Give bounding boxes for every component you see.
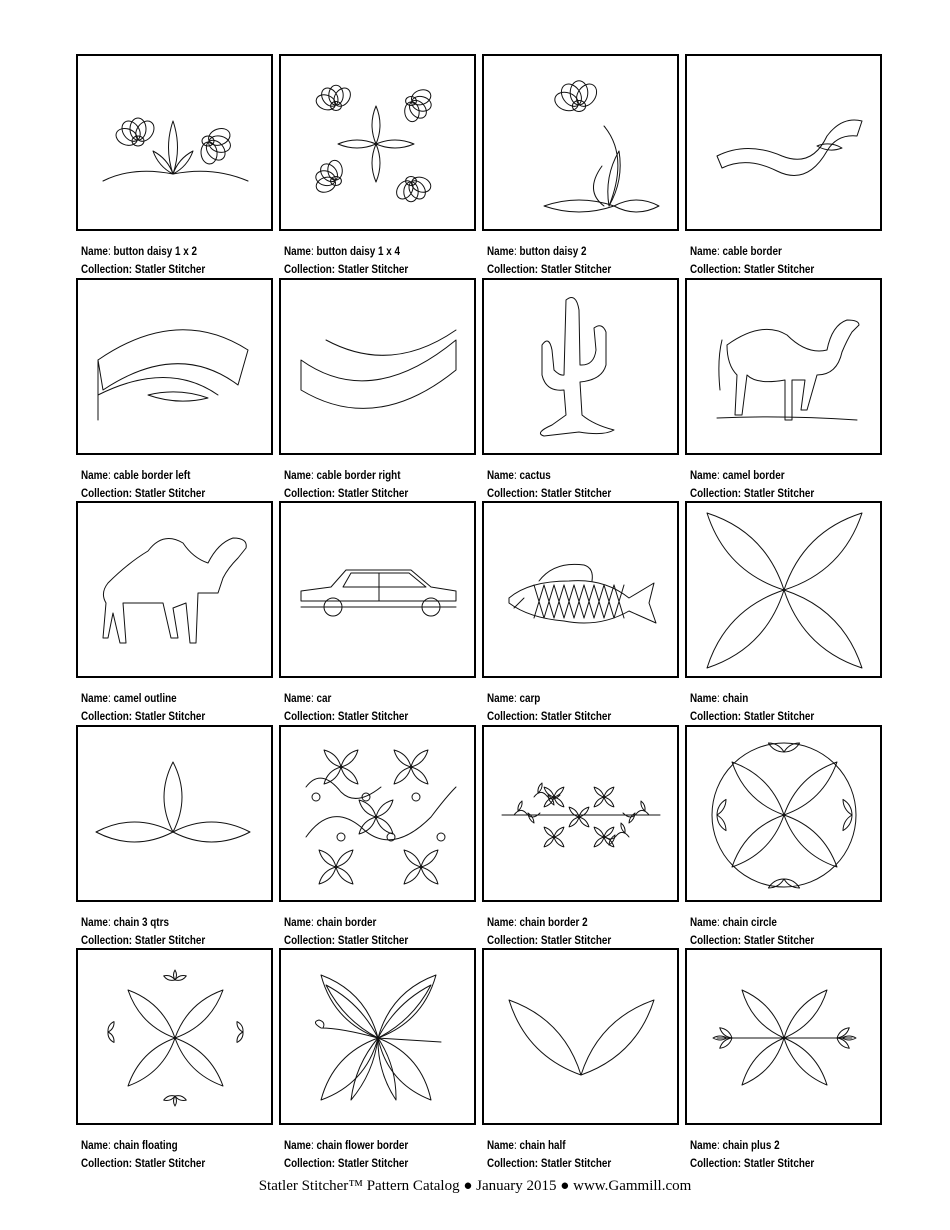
pattern-thumbnail xyxy=(76,948,273,1125)
pattern-name-line: Name: cable border xyxy=(690,246,782,258)
pattern-collection: Statler Stitcher xyxy=(337,1157,409,1170)
name-label: Name xyxy=(487,917,514,929)
pattern-name-line: Name: cactus xyxy=(487,470,551,482)
pattern-name-line: Name: chain 3 qtrs xyxy=(81,917,169,929)
pattern-collection-line: Collection: Statler Stitcher xyxy=(487,934,612,947)
name-label: Name xyxy=(487,693,514,705)
pattern-name: button daisy 1 x 2 xyxy=(113,246,197,258)
pattern-collection-line: Collection: Statler Stitcher xyxy=(284,487,409,500)
pattern-name: car xyxy=(316,693,332,705)
pattern-collection: Statler Stitcher xyxy=(743,487,815,500)
pattern-collection: Statler Stitcher xyxy=(134,487,206,500)
pattern-meta xyxy=(487,1138,659,1173)
pattern-name-line: Name: button daisy 1 x 2 xyxy=(81,246,197,258)
collection-label: Collection xyxy=(690,263,738,276)
name-label: Name xyxy=(690,693,717,705)
pattern-collection-line: Collection: Statler Stitcher xyxy=(284,263,409,276)
pattern-meta xyxy=(690,468,862,503)
collection-label: Collection xyxy=(487,710,535,723)
pattern-collection-line: Collection: Statler Stitcher xyxy=(284,934,409,947)
pattern-name: chain plus 2 xyxy=(722,1140,780,1152)
name-label: Name xyxy=(487,1140,514,1152)
pattern-name: carp xyxy=(519,693,541,705)
chain-circle-icon xyxy=(687,727,880,900)
pattern-collection-line: Collection: Statler Stitcher xyxy=(81,710,206,723)
button-daisy-2-icon xyxy=(484,56,677,229)
pattern-thumbnail xyxy=(76,725,273,902)
pattern-meta xyxy=(284,244,456,279)
pattern-collection-line: Collection: Statler Stitcher xyxy=(487,1157,612,1170)
name-label: Name xyxy=(81,917,108,929)
pattern-name-line: Name: button daisy 2 xyxy=(487,246,587,258)
pattern-name: camel border xyxy=(722,470,785,482)
chain-flower-border-icon xyxy=(281,950,474,1123)
pattern-name-line: Name: car xyxy=(284,693,332,705)
pattern-meta xyxy=(81,1138,253,1173)
pattern-collection: Statler Stitcher xyxy=(337,263,409,276)
name-label: Name xyxy=(690,1140,717,1152)
pattern-thumbnail xyxy=(482,725,679,902)
pattern-meta xyxy=(487,691,659,726)
chain-border-2-icon xyxy=(484,727,677,900)
name-label: Name xyxy=(284,246,311,258)
pattern-name: cable border xyxy=(722,246,782,258)
pattern-thumbnail xyxy=(76,54,273,231)
pattern-name: chain floating xyxy=(113,1140,178,1152)
pattern-thumbnail xyxy=(76,501,273,678)
collection-label: Collection xyxy=(487,263,535,276)
pattern-name: chain circle xyxy=(722,917,777,929)
pattern-name: chain flower border xyxy=(316,1140,409,1152)
pattern-name-line: Name: chain border 2 xyxy=(487,917,588,929)
name-label: Name xyxy=(81,470,108,482)
name-label: Name xyxy=(487,246,514,258)
pattern-collection: Statler Stitcher xyxy=(540,1157,612,1170)
pattern-collection-line: Collection: Statler Stitcher xyxy=(690,710,815,723)
pattern-name: cactus xyxy=(519,470,551,482)
pattern-collection-line: Collection: Statler Stitcher xyxy=(690,1157,815,1170)
collection-label: Collection xyxy=(284,710,332,723)
collection-label: Collection xyxy=(690,710,738,723)
name-label: Name xyxy=(690,470,717,482)
camel-outline-icon xyxy=(78,503,271,676)
collection-label: Collection xyxy=(81,487,129,500)
pattern-collection-line: Collection: Statler Stitcher xyxy=(81,1157,206,1170)
pattern-collection: Statler Stitcher xyxy=(540,710,612,723)
pattern-collection: Statler Stitcher xyxy=(743,934,815,947)
pattern-meta xyxy=(690,691,862,726)
pattern-meta xyxy=(487,244,659,279)
car-icon xyxy=(281,503,474,676)
pattern-meta xyxy=(284,1138,456,1173)
pattern-meta xyxy=(690,915,862,950)
pattern-name: cable border right xyxy=(316,470,401,482)
pattern-name: chain xyxy=(722,693,749,705)
pattern-meta xyxy=(487,468,659,503)
button-daisy-1x2-icon xyxy=(78,56,271,229)
pattern-thumbnail xyxy=(482,278,679,455)
pattern-collection-line: Collection: Statler Stitcher xyxy=(487,263,612,276)
pattern-collection: Statler Stitcher xyxy=(134,934,206,947)
pattern-meta xyxy=(690,244,862,279)
collection-label: Collection xyxy=(487,934,535,947)
pattern-meta xyxy=(81,915,253,950)
collection-label: Collection xyxy=(487,1157,535,1170)
collection-label: Collection xyxy=(81,934,129,947)
pattern-collection: Statler Stitcher xyxy=(337,710,409,723)
pattern-meta xyxy=(284,915,456,950)
pattern-collection: Statler Stitcher xyxy=(743,263,815,276)
pattern-collection: Statler Stitcher xyxy=(337,934,409,947)
pattern-collection-line: Collection: Statler Stitcher xyxy=(690,263,815,276)
name-label: Name xyxy=(284,693,311,705)
pattern-collection: Statler Stitcher xyxy=(540,487,612,500)
collection-label: Collection xyxy=(81,263,129,276)
pattern-name: button daisy 2 xyxy=(519,246,587,258)
pattern-collection-line: Collection: Statler Stitcher xyxy=(81,263,206,276)
pattern-thumbnail xyxy=(279,54,476,231)
pattern-name-line: Name: chain flower border xyxy=(284,1140,409,1152)
chain-plus-2-icon xyxy=(687,950,880,1123)
pattern-collection-line: Collection: Statler Stitcher xyxy=(487,487,612,500)
catalog-footer: Statler Stitcher™ Pattern Catalog ● January 2015 ● www.Gammill.com xyxy=(258,1178,692,1194)
pattern-thumbnail xyxy=(482,54,679,231)
carp-icon xyxy=(484,503,677,676)
pattern-meta xyxy=(690,1138,862,1173)
pattern-name-line: Name: cable border left xyxy=(81,470,191,482)
name-label: Name xyxy=(690,246,717,258)
collection-label: Collection xyxy=(284,263,332,276)
pattern-name: chain 3 qtrs xyxy=(113,917,169,929)
pattern-name: cable border left xyxy=(113,470,191,482)
cable-border-left-icon xyxy=(78,280,271,453)
pattern-name-line: Name: camel border xyxy=(690,470,785,482)
pattern-name-line: Name: camel outline xyxy=(81,693,177,705)
cactus-icon xyxy=(484,280,677,453)
chain-icon xyxy=(687,503,880,676)
pattern-thumbnail xyxy=(279,948,476,1125)
pattern-collection: Statler Stitcher xyxy=(540,934,612,947)
pattern-collection: Statler Stitcher xyxy=(337,487,409,500)
name-label: Name xyxy=(284,917,311,929)
pattern-thumbnail xyxy=(279,725,476,902)
cable-border-icon xyxy=(687,56,880,229)
pattern-name: chain half xyxy=(519,1140,566,1152)
pattern-name-line: Name: button daisy 1 x 4 xyxy=(284,246,400,258)
name-label: Name xyxy=(81,246,108,258)
pattern-name: chain border xyxy=(316,917,377,929)
collection-label: Collection xyxy=(690,934,738,947)
pattern-name-line: Name: chain border xyxy=(284,917,377,929)
pattern-collection: Statler Stitcher xyxy=(743,1157,815,1170)
pattern-collection-line: Collection: Statler Stitcher xyxy=(284,710,409,723)
pattern-collection: Statler Stitcher xyxy=(540,263,612,276)
pattern-name-line: Name: chain circle xyxy=(690,917,777,929)
pattern-collection-line: Collection: Statler Stitcher xyxy=(284,1157,409,1170)
pattern-name-line: Name: chain floating xyxy=(81,1140,178,1152)
name-label: Name xyxy=(81,693,108,705)
pattern-thumbnail xyxy=(279,501,476,678)
collection-label: Collection xyxy=(690,487,738,500)
pattern-collection: Statler Stitcher xyxy=(134,1157,206,1170)
pattern-name-line: Name: chain half xyxy=(487,1140,566,1152)
pattern-thumbnail xyxy=(482,501,679,678)
pattern-collection: Statler Stitcher xyxy=(134,710,206,723)
pattern-thumbnail xyxy=(76,278,273,455)
pattern-collection: Statler Stitcher xyxy=(743,710,815,723)
pattern-name-line: Name: carp xyxy=(487,693,541,705)
name-label: Name xyxy=(284,470,311,482)
pattern-name: chain border 2 xyxy=(519,917,588,929)
collection-label: Collection xyxy=(81,710,129,723)
collection-label: Collection xyxy=(487,487,535,500)
button-daisy-1x4-icon xyxy=(281,56,474,229)
pattern-thumbnail xyxy=(685,948,882,1125)
pattern-meta xyxy=(81,468,253,503)
chain-half-icon xyxy=(484,950,677,1123)
pattern-meta xyxy=(81,691,253,726)
pattern-name-line: Name: cable border right xyxy=(284,470,401,482)
pattern-name: button daisy 1 x 4 xyxy=(316,246,400,258)
collection-label: Collection xyxy=(81,1157,129,1170)
cable-border-right-icon xyxy=(281,280,474,453)
pattern-collection-line: Collection: Statler Stitcher xyxy=(81,487,206,500)
pattern-meta xyxy=(284,691,456,726)
pattern-thumbnail xyxy=(685,278,882,455)
name-label: Name xyxy=(81,1140,108,1152)
collection-label: Collection xyxy=(284,1157,332,1170)
pattern-meta xyxy=(81,244,253,279)
collection-label: Collection xyxy=(284,487,332,500)
pattern-meta xyxy=(487,915,659,950)
pattern-meta xyxy=(284,468,456,503)
pattern-collection: Statler Stitcher xyxy=(134,263,206,276)
name-label: Name xyxy=(284,1140,311,1152)
collection-label: Collection xyxy=(284,934,332,947)
pattern-thumbnail xyxy=(482,948,679,1125)
pattern-name-line: Name: chain xyxy=(690,693,749,705)
name-label: Name xyxy=(690,917,717,929)
chain-border-icon xyxy=(281,727,474,900)
pattern-collection-line: Collection: Statler Stitcher xyxy=(690,934,815,947)
pattern-collection-line: Collection: Statler Stitcher xyxy=(487,710,612,723)
pattern-collection-line: Collection: Statler Stitcher xyxy=(81,934,206,947)
chain-floating-icon xyxy=(78,950,271,1123)
camel-border-icon xyxy=(687,280,880,453)
pattern-thumbnail xyxy=(279,278,476,455)
pattern-name-line: Name: chain plus 2 xyxy=(690,1140,780,1152)
pattern-thumbnail xyxy=(685,54,882,231)
pattern-name: camel outline xyxy=(113,693,177,705)
pattern-collection-line: Collection: Statler Stitcher xyxy=(690,487,815,500)
pattern-thumbnail xyxy=(685,725,882,902)
collection-label: Collection xyxy=(690,1157,738,1170)
pattern-thumbnail xyxy=(685,501,882,678)
chain-3-qtrs-icon xyxy=(78,727,271,900)
name-label: Name xyxy=(487,470,514,482)
